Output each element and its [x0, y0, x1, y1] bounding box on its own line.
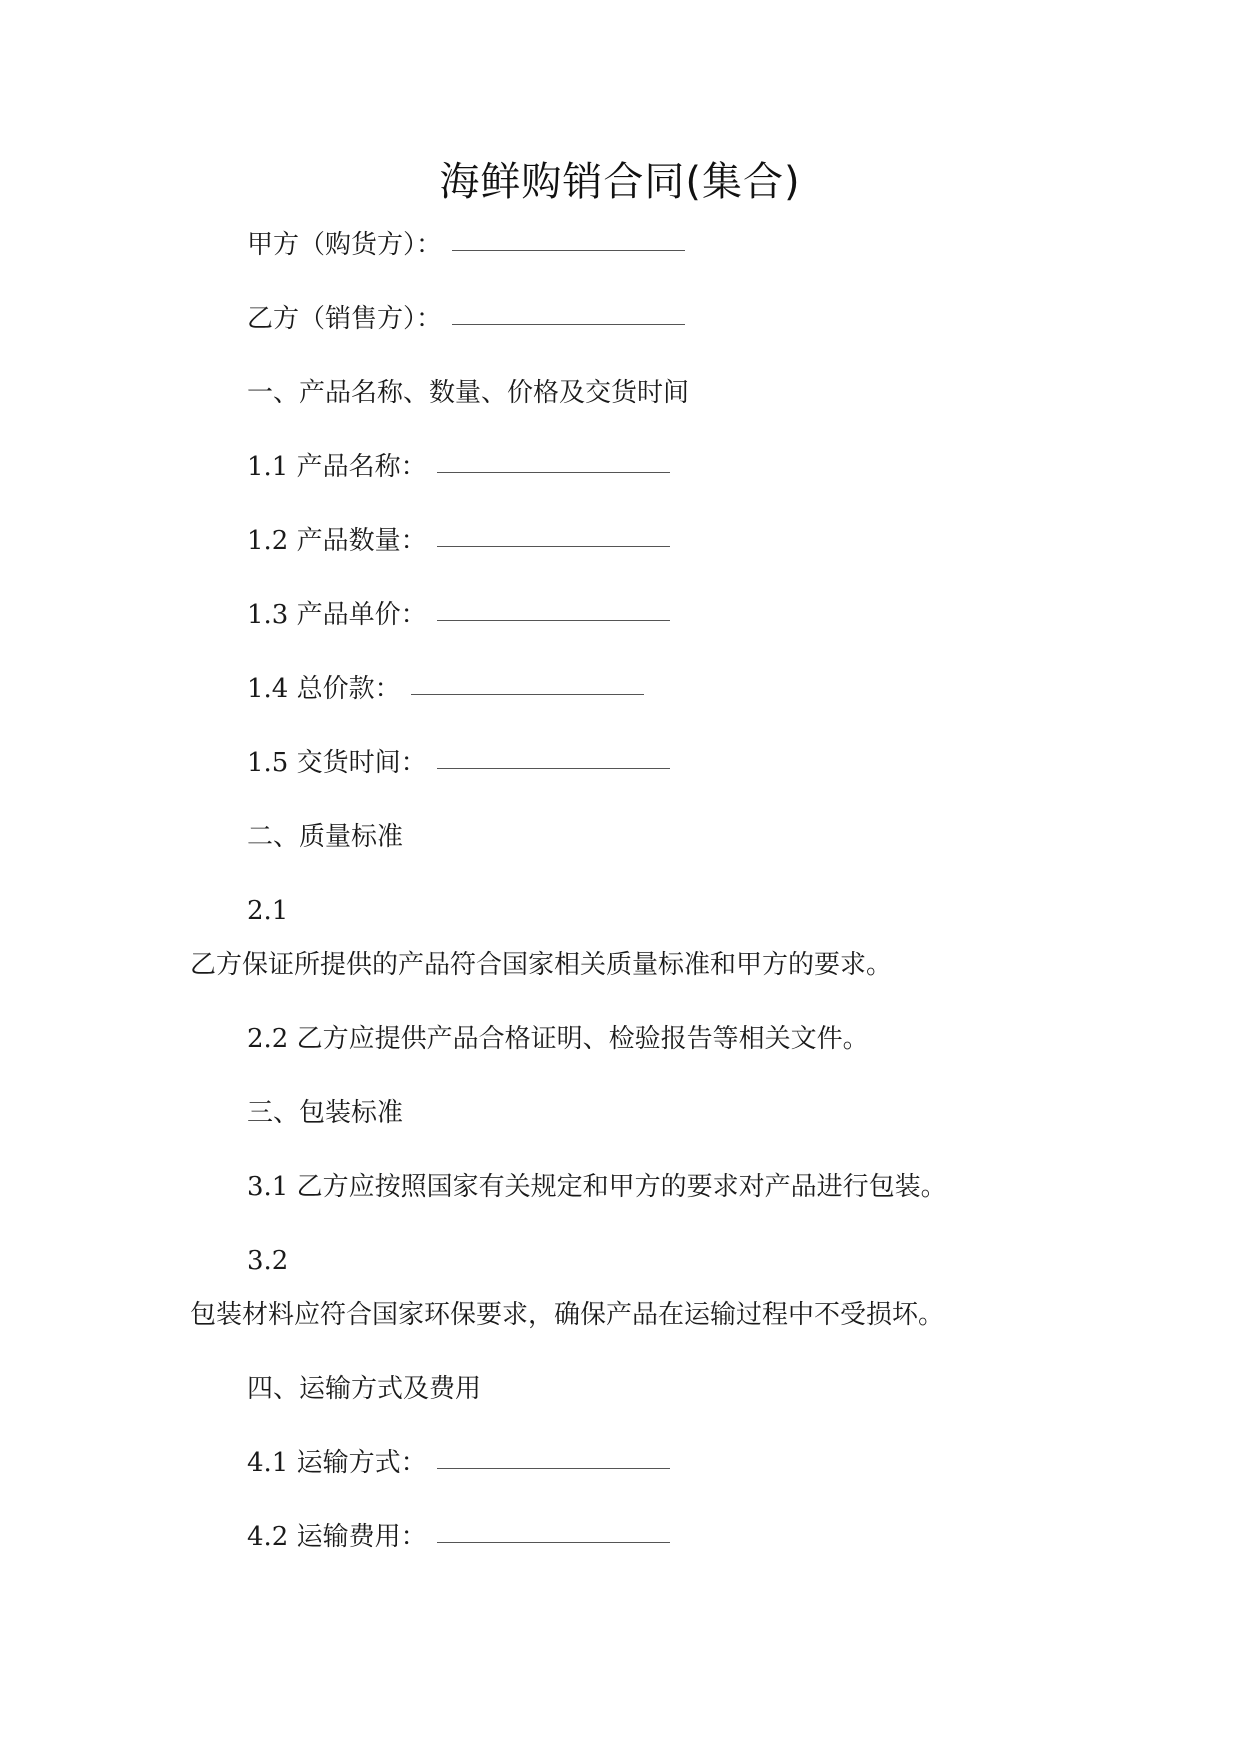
- item-3-1-text: 3.1 乙方应按照国家有关规定和甲方的要求对产品进行包装。: [247, 1172, 947, 1202]
- item-2-1-number: 2.1: [247, 896, 289, 926]
- item-1-4-label: 1.4 总价款：: [247, 674, 401, 704]
- item-1-3-label: 1.3 产品单价：: [247, 600, 427, 630]
- product-name-blank[interactable]: [437, 471, 670, 473]
- party-b-blank[interactable]: [452, 323, 685, 325]
- item-1-2-label: 1.2 产品数量：: [247, 526, 427, 556]
- item-4-2-label: 4.2 运输费用：: [247, 1522, 427, 1552]
- product-quantity-blank[interactable]: [437, 545, 670, 547]
- transport-method-blank[interactable]: [437, 1467, 670, 1469]
- item-2-1-text: 乙方保证所提供的产品符合国家相关质量标准和甲方的要求。: [190, 950, 893, 980]
- item-4-1-label: 4.1 运输方式：: [247, 1448, 427, 1478]
- item-1-5-row: [247, 746, 670, 780]
- item-1-4-row: [247, 672, 644, 706]
- item-3-2-text: 包装材料应符合国家环保要求，确保产品在运输过程中不受损坏。: [190, 1300, 945, 1330]
- party-a-label: 甲方（购货方）：: [247, 230, 443, 260]
- document-title: 海鲜购销合同(集合): [439, 159, 801, 205]
- party-a-blank[interactable]: [452, 249, 685, 251]
- section-3-heading: 三、包装标准: [247, 1098, 404, 1128]
- item-1-5-label: 1.5 交货时间：: [247, 748, 427, 778]
- party-a-row: [247, 228, 685, 262]
- item-4-1-row: [247, 1446, 670, 1480]
- item-1-3-row: [247, 598, 670, 632]
- party-b-row: [247, 302, 685, 336]
- item-3-2-number: 3.2: [247, 1246, 289, 1276]
- section-2-heading: 二、质量标准: [247, 822, 404, 852]
- item-1-1-row: [247, 450, 670, 484]
- transport-cost-blank[interactable]: [437, 1541, 670, 1543]
- section-1-heading: 一、产品名称、数量、价格及交货时间: [247, 378, 690, 408]
- total-price-blank[interactable]: [411, 693, 644, 695]
- section-4-heading: 四、运输方式及费用: [247, 1374, 482, 1404]
- unit-price-blank[interactable]: [437, 619, 670, 621]
- item-2-2-text: 2.2 乙方应提供产品合格证明、检验报告等相关文件。: [247, 1024, 869, 1054]
- item-4-2-row: [247, 1520, 670, 1554]
- item-1-1-label: 1.1 产品名称：: [247, 452, 427, 482]
- party-b-label: 乙方（销售方）：: [247, 304, 443, 334]
- delivery-time-blank[interactable]: [437, 767, 670, 769]
- item-1-2-row: [247, 524, 670, 558]
